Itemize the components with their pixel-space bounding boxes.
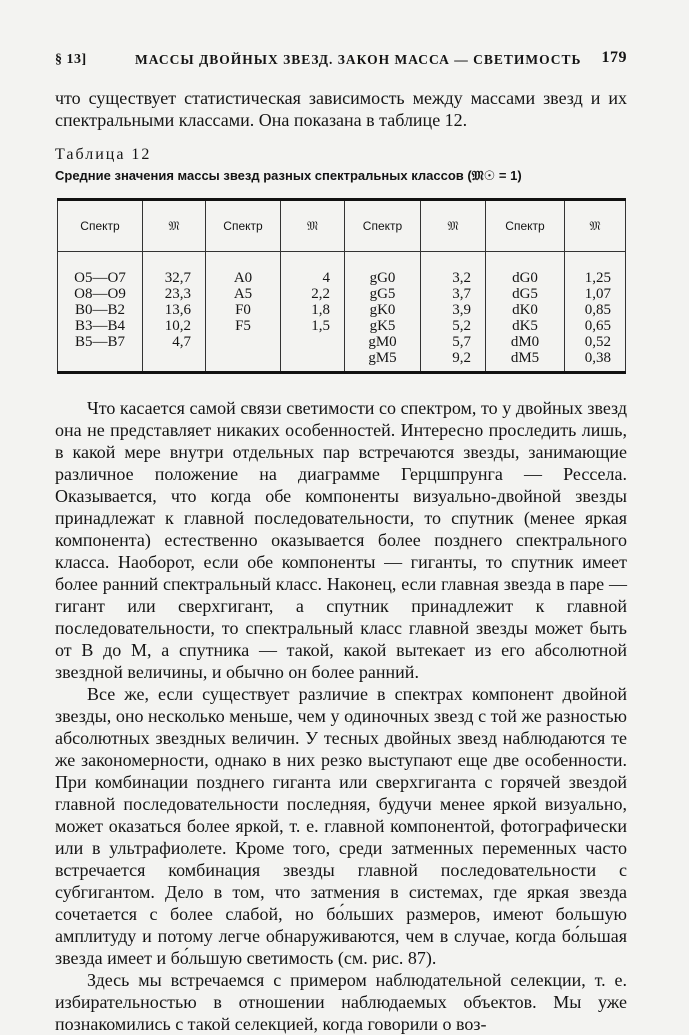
section-number: § 13] <box>55 52 87 67</box>
mass-cell: 1,25 <box>584 270 611 286</box>
mass-cell: 3,7 <box>452 286 471 302</box>
mass-cell: 0,38 <box>584 350 611 366</box>
mass-cell: 1,07 <box>584 286 611 302</box>
mass-cell: 0,65 <box>584 318 611 334</box>
mass-table <box>57 198 626 374</box>
paragraph-luminosity: Что касается самой связи светимости со спектром, то у двойных звезд она не представляет никаких особенностей. Интересно проследить лишь, в какой мере внутри отдельных пар встречаются звезды, занимающие различное положение на диаграмме Герцшпрунга — Рессела. Оказывается, что когда обе компоненты визуально-двойной звезды принадлежат к главной последовательности, то спутник (менее яркая компонента) естественно оказывается более позднего спектрального класса. Наоборот, если обе компоненты — гиганты, то спутник имеет более ранний спектральный класс. Наконец, если главная звезда в паре — гигант или сверхгигант, а спутник принадлежит к главной последовательности, то спектральный класс главной звезды может быть от B до M, а спутника — такой, какой вытекает из его абсолютной звездной величины, и обычно он более ранний. <box>55 398 627 682</box>
mass-col-2 <box>281 252 345 373</box>
spectrum-cell: dM5 <box>510 350 540 366</box>
spectra-col-2 <box>206 252 281 373</box>
spectrum-cell: B0—B2 <box>74 302 125 318</box>
spectrum-cell: F0 <box>235 302 251 318</box>
mass-cell: 1,8 <box>311 302 330 318</box>
spectrum-cell: O8—O9 <box>74 286 126 302</box>
running-header <box>55 48 627 72</box>
mass-cell: 4 <box>322 270 330 286</box>
mass-cell: 1,5 <box>311 318 330 334</box>
mass-cell: 2,2 <box>311 286 330 302</box>
spectrum-cell: gG5 <box>369 286 396 302</box>
mass-cell: 10,2 <box>164 318 191 334</box>
paragraph-spectra-difference: Все же, если существует различие в спектрах компонент двойной звезды, оно несколько меньше, чем у одиночных звезд с той же разностью абсолютных звездных величин. У тесных двойных звезд наблюдаются те же закономерности, однако в них резко выступают еще две особенности. При комбинации позднего гиганта или сверхгиганта с горячей звездой главной последовательности последняя, будучи менее яркой визуально, может оказаться более яркой, т. е. главной компонентой, фотографически или в ультрафиолете. Кроме того, среди затменных переменных часто встречается комбинация звезды главной последовательности с субгигантом. Дело в том, что затмения в системах, где яркая звезда сочетается с более слабой, но бо́льших размеров, имеют большую амплитуду и потому легче обнаруживаются, чем в случае, когда бо́льшая звезда имеет и бо́льшую светимость (см. рис. 87). <box>55 684 627 968</box>
header-mass-3: 𝔐 <box>421 200 486 252</box>
body-text <box>55 397 627 1035</box>
mass-cell: 4,7 <box>172 334 191 350</box>
spectrum-cell: B3—B4 <box>74 318 125 334</box>
spectra-col-1 <box>58 252 143 373</box>
mass-cell: 23,3 <box>164 286 191 302</box>
spectrum-cell: O5—O7 <box>74 270 126 286</box>
spectra-col-4 <box>486 252 565 373</box>
spectrum-cell: F5 <box>235 318 251 334</box>
mass-cell: 9,2 <box>452 350 471 366</box>
mass-col-4 <box>565 252 626 373</box>
spectrum-cell: A0 <box>233 270 253 286</box>
intro-paragraph: что существует статистическая зависимость между массами звезд и их спектральными классами. Она показана в таблице 12. <box>55 88 627 130</box>
spectrum-cell: gK0 <box>369 302 396 318</box>
mass-cell: 0,85 <box>584 302 611 318</box>
spectrum-cell: gM5 <box>368 350 397 366</box>
table-label: Таблица 12 <box>55 146 152 163</box>
table-header-row <box>58 200 626 252</box>
header-mass-2: 𝔐 <box>281 200 345 252</box>
paragraph-selection: Здесь мы встречаемся с примером наблюдательной селекции, т. е. избирательностью в отношении наблюдаемых объектов. Мы уже познакомились с такой селекцией, когда говорили о воз- <box>55 970 627 1034</box>
spectrum-cell: dK5 <box>512 318 538 334</box>
mass-cell: 5,7 <box>452 334 471 350</box>
table-title: Средние значения массы звезд разных спектральных классов (𝔐☉ = 1) <box>55 168 522 183</box>
spectrum-cell: gK5 <box>369 318 396 334</box>
spectrum-cell: gG0 <box>369 270 396 286</box>
header-mass-1: 𝔐 <box>143 200 206 252</box>
header-title: МАССЫ ДВОЙНЫХ ЗВЕЗД. ЗАКОН МАССА — СВЕТИМОСТЬ <box>135 52 582 67</box>
mass-cell: 5,2 <box>452 318 471 334</box>
mass-cell: 3,2 <box>452 270 471 286</box>
mass-col-3 <box>421 252 486 373</box>
mass-col-1 <box>143 252 206 373</box>
mass-cell: 32,7 <box>164 270 191 286</box>
spectrum-cell: dG5 <box>512 286 538 302</box>
spectrum-cell: dG0 <box>512 270 538 286</box>
table-body-row <box>58 252 626 373</box>
header-spectrum-2: Спектр <box>206 200 281 252</box>
header-spectrum-1: Спектр <box>58 200 143 252</box>
spectrum-cell: dM0 <box>510 334 540 350</box>
page-number: 179 <box>601 49 627 66</box>
header-mass-4: 𝔐 <box>565 200 626 252</box>
spectra-col-3 <box>345 252 421 373</box>
header-spectrum-4: Спектр <box>486 200 565 252</box>
mass-cell: 0,52 <box>584 334 611 350</box>
spectrum-cell: A5 <box>233 286 253 302</box>
spectrum-cell: gM0 <box>368 334 397 350</box>
mass-cell: 3,9 <box>452 302 471 318</box>
spectrum-cell: dK0 <box>512 302 538 318</box>
header-spectrum-3: Спектр <box>345 200 421 252</box>
mass-cell: 13,6 <box>164 302 191 318</box>
spectrum-cell: B5—B7 <box>74 334 125 350</box>
